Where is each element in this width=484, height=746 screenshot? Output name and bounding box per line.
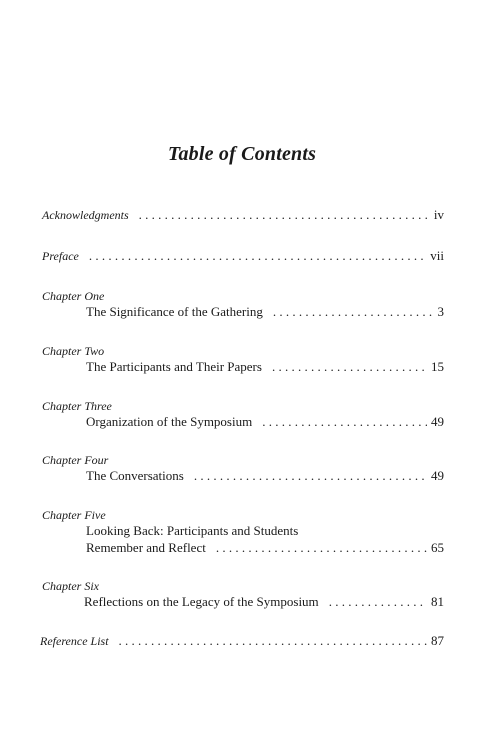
toc-entry-chapter-one[interactable] [86, 303, 444, 320]
dot-leader [272, 358, 427, 375]
toc-entry-title: Organization of the Symposium [86, 414, 253, 429]
dot-leader [89, 247, 426, 264]
toc-page-number: 87 [431, 633, 444, 648]
toc-page-number: 49 [431, 468, 444, 483]
toc-page-number: 49 [431, 414, 444, 429]
chapter-label: Chapter Three [42, 399, 112, 413]
toc-entry-label: Acknowledgments [42, 208, 129, 222]
toc-entry-reference-list[interactable] [40, 632, 444, 650]
toc-entry-label: Preface [42, 249, 79, 263]
toc-entry-acknowledgments[interactable] [42, 206, 444, 224]
dot-leader [139, 206, 430, 223]
toc-page-number: iv [433, 207, 444, 222]
toc-entry-title: The Significance of the Gathering [86, 304, 263, 319]
toc-entry-label: Reference List [40, 634, 109, 648]
chapter-label: Chapter Six [42, 579, 99, 593]
toc-entry-chapter-five-line1 [86, 522, 444, 539]
dot-leader [119, 632, 427, 649]
toc-entry-title: Looking Back: Participants and Students [86, 523, 299, 538]
dot-leader [273, 303, 434, 320]
toc-page-number: 15 [431, 359, 444, 374]
dot-leader [216, 539, 427, 556]
dot-leader [329, 593, 427, 610]
toc-entry-preface[interactable] [42, 247, 444, 265]
toc-entry-chapter-two[interactable] [86, 358, 444, 375]
toc-entry-chapter-three[interactable] [86, 413, 444, 430]
chapter-label: Chapter Two [42, 344, 105, 358]
chapter-label: Chapter Four [42, 453, 109, 467]
toc-entry-chapter-six[interactable] [84, 593, 444, 610]
chapter-label: Chapter Five [42, 508, 106, 522]
toc-page-number: vii [430, 248, 444, 263]
toc-page-number: 65 [431, 540, 444, 555]
chapter-label: Chapter One [42, 289, 105, 303]
page-title: Table of Contents [167, 143, 317, 165]
dot-leader [194, 467, 427, 484]
toc-page-number: 81 [431, 594, 444, 609]
toc-entry-title: The Conversations [86, 468, 184, 483]
toc-entry-title: Remember and Reflect [86, 540, 206, 555]
toc-entry-title: Reflections on the Legacy of the Symposium [84, 594, 319, 609]
toc-entry-chapter-four[interactable] [86, 467, 444, 484]
dot-leader [262, 413, 427, 430]
toc-entry-title: The Participants and Their Papers [86, 359, 262, 374]
toc-entry-chapter-five[interactable] [86, 539, 444, 556]
toc-page-number: 3 [437, 304, 444, 319]
